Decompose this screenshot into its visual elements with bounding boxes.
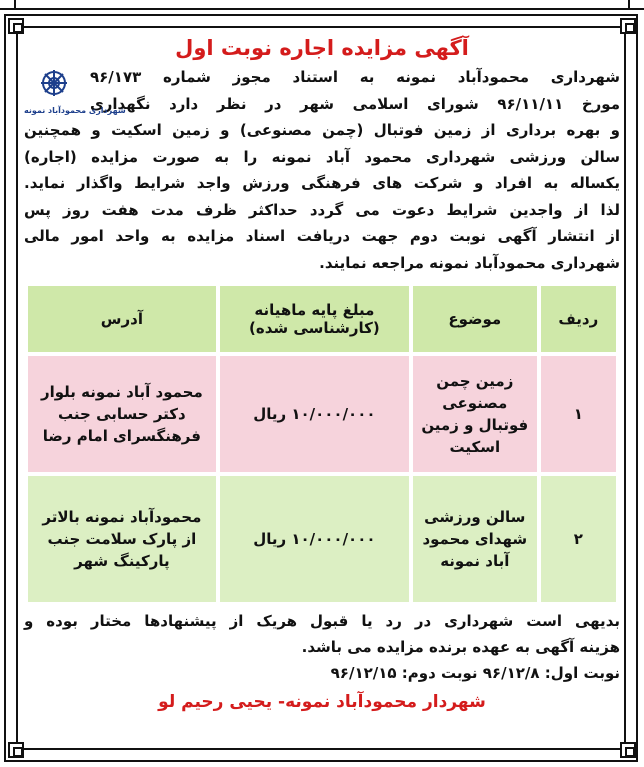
header-index: ردیف	[541, 286, 616, 352]
intro-section	[24, 64, 620, 276]
terms-paragraph	[24, 608, 620, 660]
intro-paragraph	[24, 64, 620, 276]
header-price: مبلغ پایه ماهیانه (کارشناسی شده)	[220, 286, 409, 352]
corner-ornament	[8, 742, 24, 758]
intro-line: شهرداری محمودآباد نمونه مراجعه نمایند.	[319, 253, 620, 272]
corner-ornament	[620, 18, 636, 34]
intro-line: شهرداری محمودآباد نمونه به استناد مجوز شماره ۹۶/۱۷۳	[90, 68, 620, 86]
intro-line: سالن ورزشی شهرداری محمود آباد نمونه را به صورت مزایده (اجاره)	[24, 147, 620, 166]
intro-line: لذا از واجدین شرایط دعوت می گردد حداکثر ظرف مدت هفت روز پس	[24, 200, 620, 219]
intro-line: و بهره برداری از زمین فوتبال (چمن مصنوعی) و زمین اسکیت و همچنین	[24, 121, 620, 139]
header-subject: موضوع	[413, 286, 537, 352]
row-price: ۱۰/۰۰۰/۰۰۰ ریال	[220, 356, 409, 472]
row-address: محمود آباد نمونه بلوار دکتر حسابی جنب فرهنگسرای امام رضا	[28, 356, 216, 472]
municipality-logo	[24, 66, 126, 124]
terms-line: هزینه آگهی به عهده برنده مزایده می باشد.	[301, 638, 620, 656]
row-address: محمودآباد نمونه بالاتر از پارک سلامت جنب پارکینگ شهر	[28, 476, 216, 602]
notice	[24, 34, 620, 717]
table-row	[28, 356, 616, 472]
intro-line: مورخ ۹۶/۱۱/۱۱ شورای اسلامی شهر در نظر دارد نگهداری	[90, 94, 620, 113]
top-border-strip	[0, 0, 644, 10]
row-subject: سالن ورزشی شهدای محمود آباد نمونه	[413, 476, 537, 602]
terms-line: بدیهی است شهرداری در رد یا قبول هریک از پیشنهادها مختار بوده و	[24, 612, 620, 630]
publication-dates: نوبت اول: ۹۶/۱۲/۸ نوبت دوم: ۹۶/۱۲/۱۵	[330, 664, 620, 682]
municipality-logo-icon	[24, 66, 84, 106]
auction-items-table	[24, 282, 620, 606]
row-index: ۱	[541, 356, 616, 472]
row-price: ۱۰/۰۰۰/۰۰۰ ریال	[220, 476, 409, 602]
table-row	[28, 476, 616, 602]
logo-text: شهرداری محمودآباد نمونه	[24, 106, 126, 115]
signature-line: شهردار محمودآباد نمونه- یحیی رحیم لو	[158, 692, 486, 712]
corner-ornament	[620, 742, 636, 758]
intro-line: یکساله به افراد و شرکت های فرهنگی ورزش واجد شرایط واگذار نماید.	[24, 174, 620, 192]
intro-line: از انتشار آگهی نوبت دوم جهت دریافت اسناد مزایده به واحد امور مالی	[24, 227, 620, 245]
row-index: ۲	[541, 476, 616, 602]
table-header-row	[28, 286, 616, 352]
header-address: آدرس	[28, 286, 216, 352]
notice-title: آگهی مزایده اجاره نوبت اول	[175, 36, 469, 60]
row-subject: زمین چمن مصنوعی فوتبال و زمین اسکیت	[413, 356, 537, 472]
corner-ornament	[8, 18, 24, 34]
